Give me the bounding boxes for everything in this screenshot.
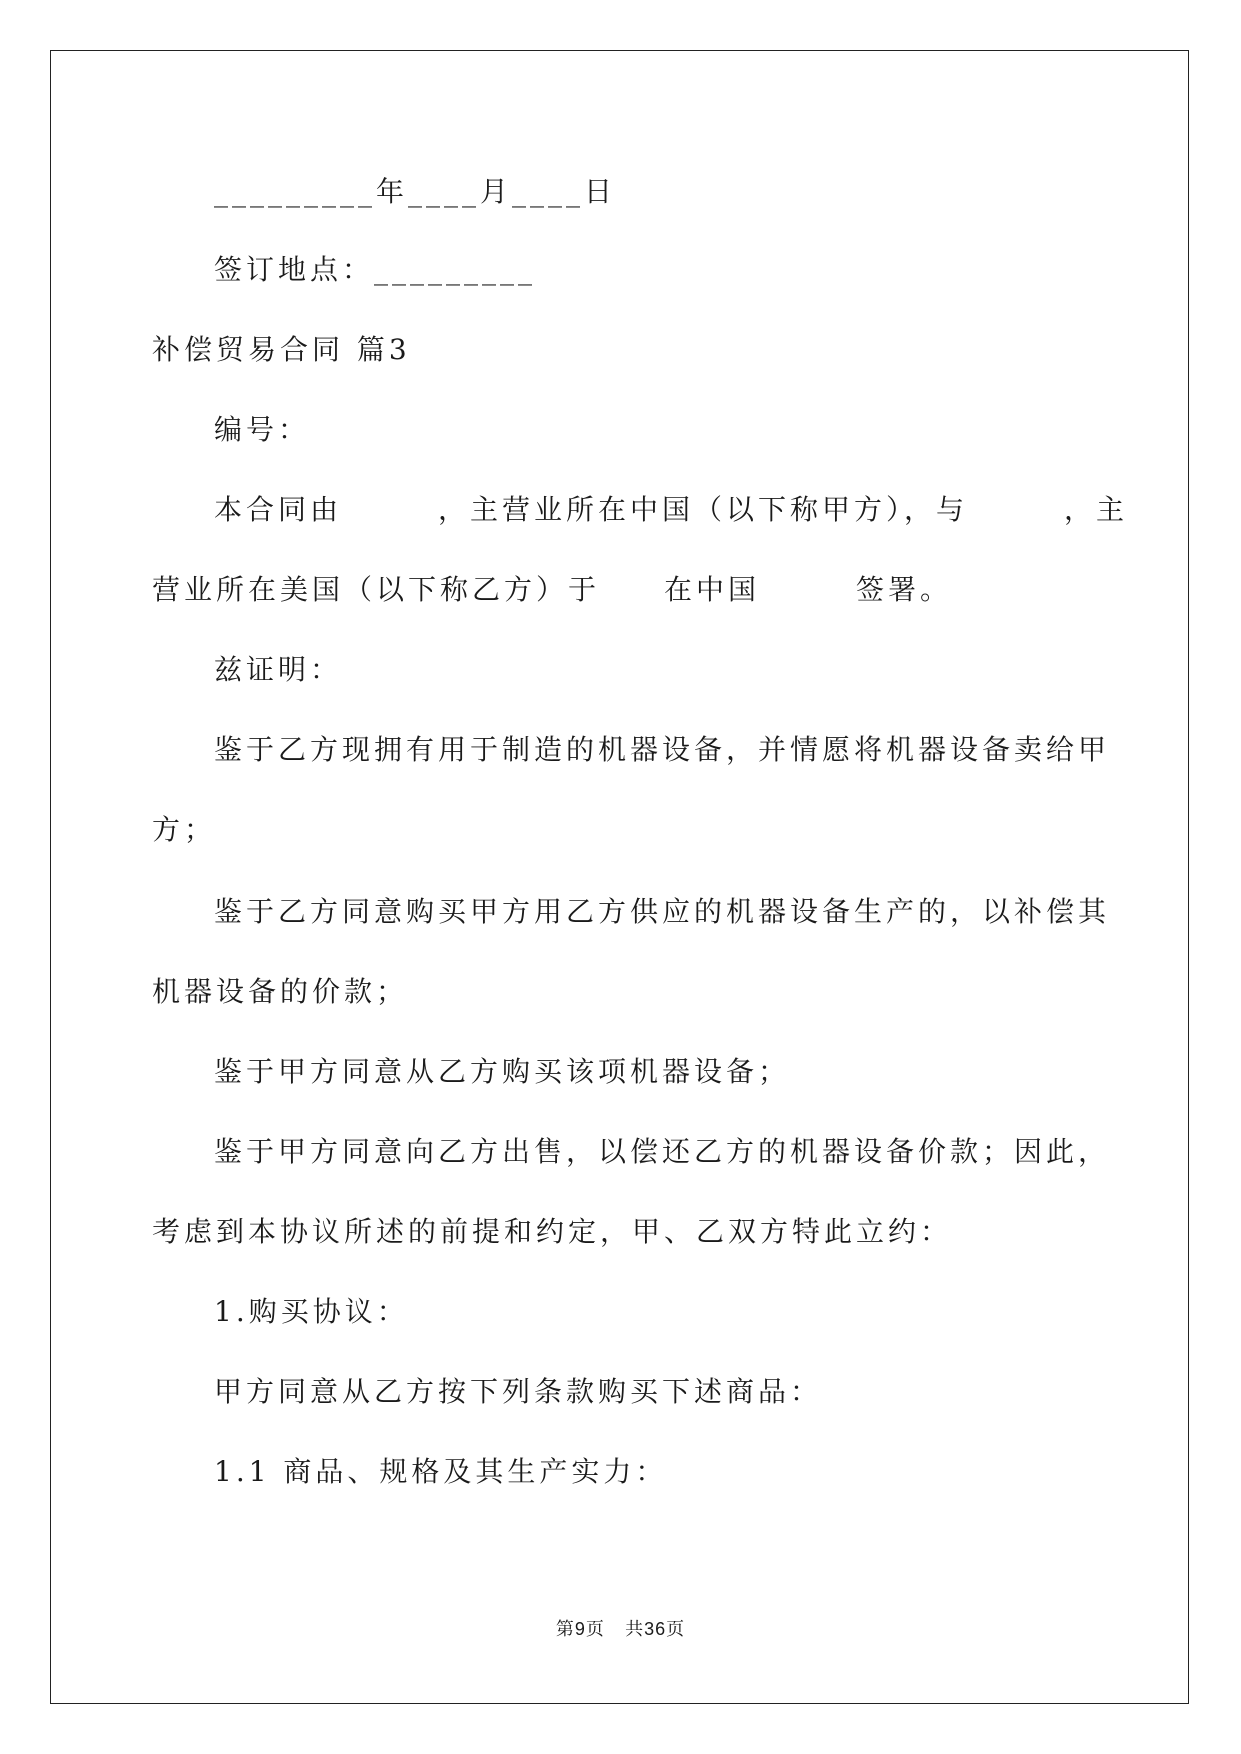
date-line: _________年____月____日 — [214, 175, 617, 208]
page-footer — [0, 1615, 1241, 1641]
paragraph-line: 机器设备的价款； — [152, 975, 409, 1008]
signing-place-line: 签订地点：_________ — [214, 253, 537, 286]
paragraph-line: 考虑到本协议所述的前提和约定，甲、乙双方特此立约： — [152, 1215, 953, 1248]
paragraph-line: 鉴于乙方同意购买甲方用乙方供应的机器设备生产的，以补偿其 — [214, 895, 1111, 928]
paragraph-line: 甲方同意从乙方按下列条款购买下述商品： — [214, 1375, 823, 1408]
footer-page-suffix: 页 — [585, 1619, 605, 1640]
clause-heading: 1.购买协议： — [214, 1295, 409, 1328]
section-heading: 补偿贸易合同 篇3 — [152, 333, 411, 366]
paragraph-line: 本合同由 ，主营业所在中国（以下称甲方），与 ，主 — [214, 493, 1129, 526]
paragraph-line: 兹证明： — [214, 653, 343, 686]
footer-total-suffix: 页 — [666, 1619, 686, 1640]
paragraph-line: 方； — [152, 813, 217, 846]
footer-total-prefix: 共 — [625, 1619, 645, 1640]
footer-page-number: 9 — [574, 1619, 586, 1639]
footer-prefix: 第 — [555, 1619, 575, 1640]
clause-heading: 1.1 商品、规格及其生产实力： — [214, 1455, 668, 1488]
paragraph-line: 营业所在美国（以下称乙方）于 在中国 签署。 — [152, 573, 953, 606]
footer-total-pages: 36 — [644, 1619, 667, 1639]
paragraph-line: 鉴于甲方同意从乙方购买该项机器设备； — [214, 1055, 791, 1088]
paragraph-line: 鉴于甲方同意向乙方出售，以偿还乙方的机器设备价款；因此， — [214, 1135, 1111, 1168]
paragraph-line: 鉴于乙方现拥有用于制造的机器设备，并情愿将机器设备卖给甲 — [214, 733, 1111, 766]
contract-number-line: 编号： — [214, 413, 311, 446]
